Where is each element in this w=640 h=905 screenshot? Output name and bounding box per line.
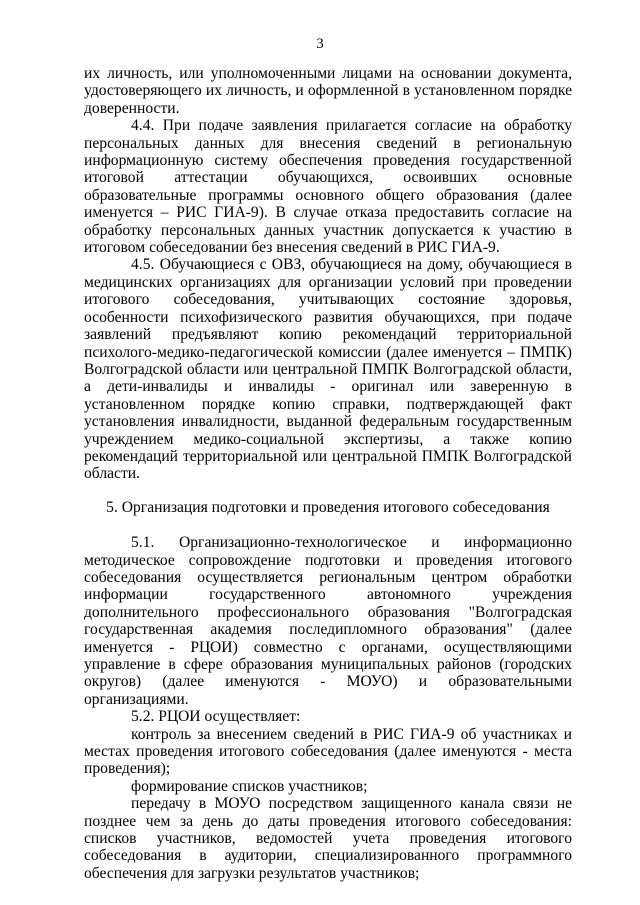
- paragraph-4-4: 4.4. При подаче заявления прилагается согласие на обработку персональных данных для внесения сведений в региональную информационную систему обеспечения проведения государственной итоговой аттестации обучающихся, освоивших основные образовательные программы основного общего образования (далее именуется – РИС ГИА-9). В случае отказа предоставить согласие на обработку персональных данных участник допускается к участию в итоговом собеседовании без внесения сведений в РИС ГИА-9.: [84, 117, 572, 257]
- document-body: [84, 65, 572, 882]
- page-number: 3: [316, 36, 324, 52]
- paragraph-5-2: 5.2. РЦОИ осуществляет:: [131, 708, 301, 726]
- paragraph-4-5: 4.5. Обучающиеся с ОВЗ, обучающиеся на дому, обучающиеся в медицинских организациях для организации условий при проведении итогового собеседования, учитывающих состояние здоровья, особенности психофизического развития обучающихся, при подаче заявлений предъявляют копию рекомендаций территориальной психолого-медико-педагогической комиссии (далее именуется – ПМПК) Волгоградской области или центральной ПМПК Волгоградской области, а дети-инвалиды и инвалиды - оригинал или заверенную в установленном порядке копию справки, подтверждающей факт установления инвалидности, выданной федеральным государственным учреждением медико-социальной экспертизы, а также копию рекомендаций территориальной или центральной ПМПК Волгоградской области.: [84, 256, 572, 483]
- list-item-lists: формирование списков участников;: [131, 777, 368, 795]
- list-item-control: контроль за внесением сведений в РИС ГИА-9 об участниках и местах проведения итогового собеседования (далее именуются - места проведения);: [84, 725, 572, 778]
- paragraph-5-1: 5.1. Организационно-технологическое и информационно методическое сопровождение подготовки и проведения итогового собеседования осуществляется региональным центром обработки информации государственного автономного учреждения дополнительного профессионального образования "Волгоградская государственная академия последипломного образования" (далее именуется - РЦОИ) совместно с органами, осуществляющими управление в сфере образования муниципальных районов (городских округов) (далее именуются - МОУО) и образовательными организациями.: [84, 534, 572, 708]
- section-heading: 5. Организация подготовки и проведения итогового собеседования: [106, 498, 550, 516]
- list-item-transfer: передачу в МОУО посредством защищенного канала связи не позднее чем за день до даты проведения итогового собеседования: списков участников, ведомостей учета проведения итогового собеседования в аудитории, специализированного программного обеспечения для загрузки результатов участников;: [84, 795, 572, 882]
- paragraph-continuation: их личность, или уполномоченными лицами на основании документа, удостоверяющего их личность, и оформленной в установленном порядке доверенности.: [84, 65, 572, 117]
